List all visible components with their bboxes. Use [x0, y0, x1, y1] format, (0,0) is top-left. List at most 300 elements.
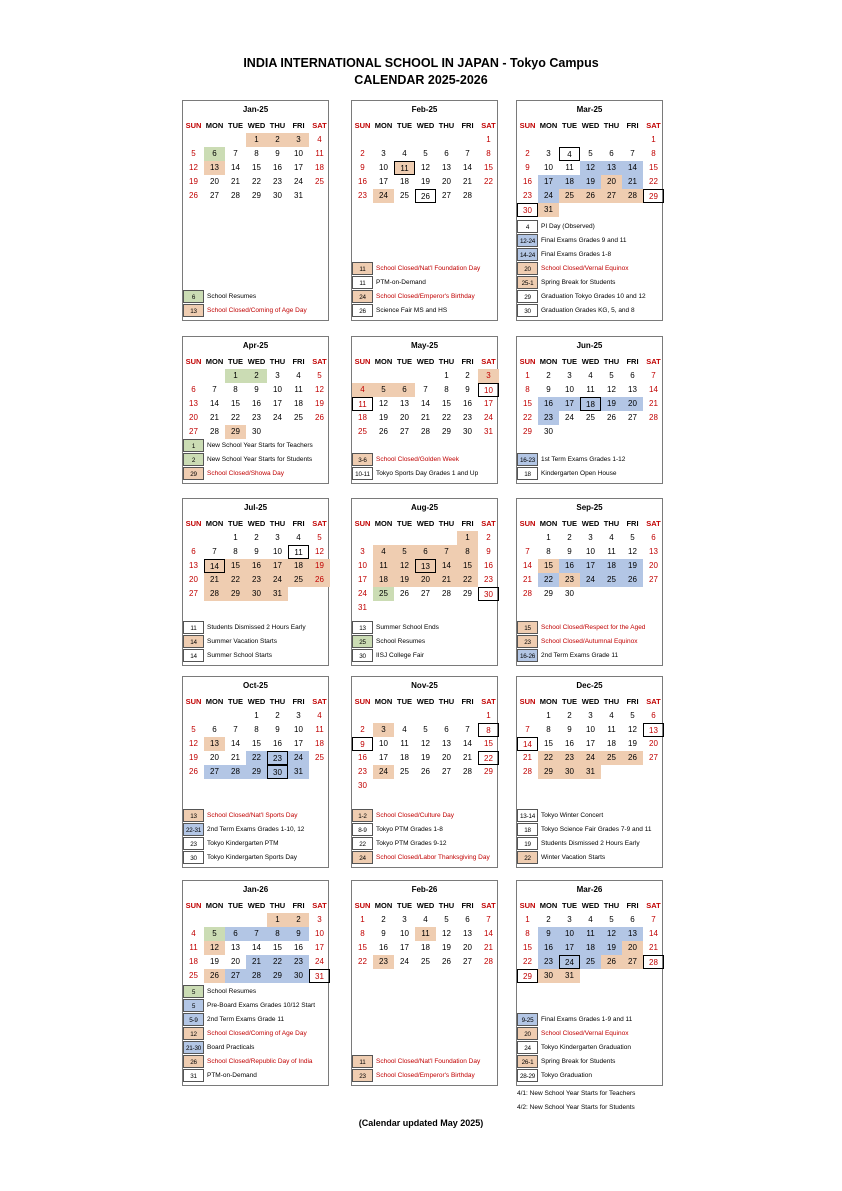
legend-item	[183, 1069, 328, 1082]
day-cell: 30	[288, 969, 309, 983]
day-cell: 30	[544, 427, 553, 436]
weekday-header: MON	[374, 697, 393, 706]
weekday-header: TUE	[562, 697, 577, 706]
month-title: Jun-25	[576, 341, 603, 350]
day-cell: 6	[204, 147, 225, 161]
day-cell: 24	[358, 589, 367, 598]
day-cell: 17	[379, 177, 388, 186]
day-cell: 21	[523, 753, 532, 762]
legend-item	[517, 453, 662, 466]
day-cell: 11	[352, 397, 373, 411]
day-cell: 20	[189, 575, 198, 584]
day-cell: 4	[296, 533, 301, 542]
legend-code: 18	[517, 467, 538, 480]
legend-item	[352, 649, 497, 662]
legend-item	[517, 1027, 662, 1040]
legend-text: School Closed/Golden Week	[376, 456, 459, 463]
day-cell: 26	[607, 413, 616, 422]
day-cell: 24	[559, 955, 580, 969]
day-cell: 5	[609, 371, 614, 380]
day-cell: 9	[275, 725, 280, 734]
day-cell: 12	[421, 163, 430, 172]
day-cell: 31	[358, 603, 367, 612]
day-cell: 3	[360, 547, 365, 556]
legend-code: 28-29	[517, 1069, 538, 1082]
month-panel	[182, 100, 329, 321]
day-cell: 7	[436, 545, 457, 559]
day-cell: 20	[622, 941, 643, 955]
day-cell: 28	[463, 767, 472, 776]
day-cell: 23	[538, 411, 559, 425]
weekday-header: THU	[269, 357, 286, 366]
legend-text: School Closed/Nat'l Sports Day	[207, 812, 298, 819]
legend-code: 6	[183, 290, 204, 303]
day-cell: 4	[588, 371, 593, 380]
weekday-header: MON	[539, 519, 558, 528]
day-cell: 23	[246, 573, 267, 587]
legend-code: 26	[183, 1055, 204, 1068]
month-title: Mar-25	[576, 105, 603, 114]
weekday-header: SUN	[519, 901, 536, 910]
day-cell: 16	[273, 739, 282, 748]
legend-code: 16-23	[517, 453, 538, 466]
note-students: 4/2: New School Year Starts for Students	[517, 1104, 635, 1111]
day-cell: 28	[484, 957, 493, 966]
weekday-header: SAT	[481, 121, 496, 130]
day-cell: 14	[523, 561, 532, 570]
day-cell: 1	[651, 135, 656, 144]
legend-code: 12	[183, 1027, 204, 1040]
day-cell: 7	[525, 547, 530, 556]
day-cell: 1	[233, 533, 238, 542]
legend-code: 26	[352, 304, 373, 317]
day-cell: 1	[486, 711, 491, 720]
day-cell: 25	[586, 413, 595, 422]
day-cell: 29	[463, 589, 472, 598]
day-cell: 18	[400, 177, 409, 186]
legend-item	[183, 621, 328, 634]
day-cell: 20	[649, 739, 658, 748]
day-cell: 29	[252, 191, 261, 200]
legend-text: Final Exams Grades 1-9 and 11	[541, 1016, 633, 1023]
legend-code: 22	[517, 851, 538, 864]
legend-text: Spring Break for Students	[541, 1058, 616, 1065]
day-cell: 22	[523, 957, 532, 966]
day-cell: 22	[252, 177, 261, 186]
day-cell: 29	[523, 427, 532, 436]
day-cell: 24	[373, 189, 394, 203]
day-cell: 3	[546, 149, 551, 158]
legend-text: Tokyo Graduation	[541, 1072, 592, 1079]
day-cell: 27	[189, 427, 198, 436]
day-cell: 6	[225, 927, 246, 941]
weekday-header: TUE	[397, 901, 412, 910]
legend-code: 15	[517, 621, 538, 634]
legend-text: School Closed/Emperor's Birthday	[376, 293, 475, 300]
day-cell: 29	[225, 425, 246, 439]
weekday-header: SUN	[185, 519, 202, 528]
day-cell: 2	[246, 369, 267, 383]
day-cell: 14	[231, 163, 240, 172]
month-panel	[182, 676, 329, 868]
legend-text: Tokyo Kindergarten Graduation	[541, 1044, 631, 1051]
legend-code: 24	[352, 290, 373, 303]
weekday-header: SUN	[519, 697, 536, 706]
day-cell: 26	[442, 957, 451, 966]
day-cell: 15	[523, 943, 532, 952]
day-cell: 9	[360, 163, 365, 172]
day-cell: 31	[267, 587, 288, 601]
legend-text: School Closed/Nat'l Foundation Day	[376, 1058, 481, 1065]
day-cell: 6	[444, 149, 449, 158]
legend-text: Spring Break for Students	[541, 279, 616, 286]
legend-code: 3-6	[352, 453, 373, 466]
day-cell: 4	[609, 711, 614, 720]
day-cell: 8	[525, 385, 530, 394]
weekday-header: FRI	[461, 357, 474, 366]
weekday-header: WED	[247, 901, 266, 910]
legend-code: 26-1	[517, 1055, 538, 1068]
day-cell: 12	[189, 739, 198, 748]
weekday-header: THU	[438, 357, 455, 366]
legend-text: Students Dismissed 2 Hours Early	[541, 840, 640, 847]
legend-code: 13	[183, 304, 204, 317]
day-cell: 26	[622, 573, 643, 587]
day-cell: 1	[225, 369, 246, 383]
weekday-header: TUE	[228, 121, 243, 130]
day-cell: 21	[231, 753, 240, 762]
day-cell: 6	[651, 711, 656, 720]
day-cell: 20	[622, 397, 643, 411]
legend-item	[517, 290, 662, 303]
day-cell: 10	[273, 385, 282, 394]
weekday-header: SUN	[185, 357, 202, 366]
day-cell: 25	[189, 971, 198, 980]
month-title: Jul-25	[243, 503, 268, 512]
weekday-header: MON	[205, 519, 224, 528]
month-title: Oct-25	[243, 681, 268, 690]
day-cell: 13	[189, 399, 198, 408]
legend-item	[352, 635, 497, 648]
day-cell: 22	[231, 413, 240, 422]
legend-text: School Closed/Showa Day	[207, 470, 284, 477]
day-cell: 3	[373, 723, 394, 737]
day-cell: 2	[360, 149, 365, 158]
day-cell: 29	[544, 589, 553, 598]
day-cell: 10	[559, 927, 580, 941]
day-cell: 26	[580, 189, 601, 203]
legend-code: 8-9	[352, 823, 373, 836]
day-cell: 23	[358, 191, 367, 200]
month-panel	[516, 880, 663, 1086]
day-cell: 18	[189, 957, 198, 966]
day-cell: 19	[309, 559, 330, 573]
day-cell: 27	[189, 589, 198, 598]
day-cell: 27	[601, 189, 622, 203]
day-cell: 5	[444, 915, 449, 924]
day-cell: 16	[358, 753, 367, 762]
day-cell: 25	[400, 767, 409, 776]
day-cell: 4	[423, 915, 428, 924]
day-cell: 28	[643, 955, 664, 969]
day-cell: 30	[246, 587, 267, 601]
weekday-header: THU	[438, 901, 455, 910]
day-cell: 21	[436, 573, 457, 587]
day-cell: 14	[463, 163, 472, 172]
legend-text: Pre-Board Exams Grades 10/12 Start	[207, 1002, 316, 1009]
day-cell: 5	[191, 725, 196, 734]
weekday-header: TUE	[562, 519, 577, 528]
weekday-header: TUE	[397, 357, 412, 366]
day-cell: 17	[559, 397, 580, 411]
legend-item	[517, 276, 662, 289]
weekday-header: SAT	[481, 519, 496, 528]
legend-code: 23	[183, 837, 204, 850]
month-title: Aug-25	[410, 503, 439, 512]
day-cell: 3	[288, 133, 309, 147]
legend-item	[183, 837, 328, 850]
day-cell: 2	[546, 915, 551, 924]
legend-code: 30	[352, 649, 373, 662]
day-cell: 14	[421, 399, 430, 408]
day-cell: 19	[421, 177, 430, 186]
day-cell: 23	[484, 575, 493, 584]
day-cell: 22	[225, 573, 246, 587]
day-cell: 28	[523, 589, 532, 598]
day-cell: 2	[288, 913, 309, 927]
day-cell: 10	[294, 725, 303, 734]
day-cell: 8	[546, 725, 551, 734]
legend-text: Tokyo Science Fair Grades 7-9 and 11	[541, 826, 652, 833]
day-cell: 19	[580, 175, 601, 189]
day-cell: 6	[415, 545, 436, 559]
day-cell: 17	[586, 739, 595, 748]
month-panel	[516, 100, 663, 321]
day-cell: 25	[421, 957, 430, 966]
page-title: INDIA INTERNATIONAL SCHOOL IN JAPAN - Tokyo Campus	[243, 56, 599, 70]
month-panel	[351, 498, 498, 666]
day-cell: 5	[373, 383, 394, 397]
legend-text: Graduation Grades KG, 5, and 8	[541, 307, 635, 314]
day-cell: 21	[210, 413, 219, 422]
day-cell: 31	[559, 969, 580, 983]
weekday-header: FRI	[626, 121, 639, 130]
day-cell: 27	[400, 427, 409, 436]
weekday-header: SUN	[354, 901, 371, 910]
weekday-header: SUN	[354, 697, 371, 706]
weekday-header: FRI	[626, 519, 639, 528]
legend-item	[352, 851, 497, 864]
legend-text: School Closed/Respect for the Aged	[541, 624, 646, 631]
day-cell: 1	[525, 371, 530, 380]
day-cell: 17	[267, 559, 288, 573]
day-cell: 3	[478, 369, 499, 383]
day-cell: 8	[546, 547, 551, 556]
day-cell: 30	[565, 589, 574, 598]
legend-code: 24	[517, 1041, 538, 1054]
legend-code: 13	[183, 809, 204, 822]
day-cell: 18	[373, 573, 394, 587]
legend-text: Graduation Tokyo Grades 10 and 12	[541, 293, 646, 300]
day-cell: 29	[225, 587, 246, 601]
day-cell: 20	[463, 943, 472, 952]
day-cell: 26	[421, 767, 430, 776]
day-cell: 8	[254, 725, 259, 734]
legend-code: 20	[517, 1027, 538, 1040]
day-cell: 6	[191, 385, 196, 394]
day-cell: 31	[288, 765, 309, 779]
day-cell: 29	[267, 969, 288, 983]
day-cell: 17	[484, 399, 493, 408]
day-cell: 19	[189, 177, 198, 186]
day-cell: 23	[463, 413, 472, 422]
legend-code: 5	[183, 999, 204, 1012]
weekday-header: THU	[269, 901, 286, 910]
legend-item	[352, 453, 497, 466]
day-cell: 13	[643, 723, 664, 737]
day-cell: 11	[586, 385, 595, 394]
weekday-header: SUN	[519, 121, 536, 130]
legend-item	[183, 999, 328, 1012]
legend-text: 2nd Term Exams Grades 1-10, 12	[207, 826, 305, 833]
day-cell: 21	[231, 177, 240, 186]
legend-item	[352, 290, 497, 303]
weekday-header: THU	[438, 697, 455, 706]
day-cell: 16	[252, 399, 261, 408]
day-cell: 26	[204, 969, 225, 983]
day-cell: 25	[373, 587, 394, 601]
weekday-header: MON	[205, 697, 224, 706]
day-cell: 10	[478, 383, 499, 397]
weekday-header: FRI	[292, 697, 305, 706]
day-cell: 17	[294, 163, 303, 172]
legend-text: Tokyo Kindergarten PTM	[207, 840, 279, 847]
day-cell: 23	[267, 751, 288, 765]
day-cell: 6	[609, 149, 614, 158]
day-cell: 31	[309, 969, 330, 983]
day-cell: 18	[421, 943, 430, 952]
day-cell: 23	[559, 751, 580, 765]
legend-item	[183, 635, 328, 648]
day-cell: 7	[630, 149, 635, 158]
day-cell: 19	[210, 957, 219, 966]
day-cell: 24	[373, 765, 394, 779]
day-cell: 18	[288, 559, 309, 573]
day-cell: 7	[212, 547, 217, 556]
day-cell: 15	[484, 739, 493, 748]
weekday-header: WED	[581, 357, 600, 366]
day-cell: 17	[273, 399, 282, 408]
day-cell: 11	[394, 161, 415, 175]
weekday-header: WED	[416, 121, 435, 130]
day-cell: 23	[373, 955, 394, 969]
day-cell: 8	[478, 723, 499, 737]
day-cell: 24	[538, 189, 559, 203]
day-cell: 21	[649, 943, 658, 952]
legend-code: 18	[517, 823, 538, 836]
day-cell: 28	[442, 589, 451, 598]
day-cell: 2	[254, 533, 259, 542]
day-cell: 27	[463, 957, 472, 966]
legend-item	[517, 621, 662, 634]
day-cell: 9	[546, 385, 551, 394]
weekday-header: MON	[374, 901, 393, 910]
day-cell: 10	[400, 929, 409, 938]
weekday-header: THU	[269, 121, 286, 130]
day-cell: 18	[601, 559, 622, 573]
day-cell: 9	[567, 725, 572, 734]
legend-text: School Closed/Labor Thanksgiving Day	[376, 854, 490, 861]
day-cell: 2	[525, 149, 530, 158]
day-cell: 16	[379, 943, 388, 952]
day-cell: 30	[267, 765, 288, 779]
day-cell: 1	[444, 371, 449, 380]
legend-code: 31	[183, 1069, 204, 1082]
day-cell: 20	[400, 413, 409, 422]
legend-item	[183, 809, 328, 822]
day-cell: 21	[523, 575, 532, 584]
day-cell: 23	[559, 573, 580, 587]
day-cell: 22	[538, 751, 559, 765]
note-teachers: 4/1: New School Year Starts for Teachers	[517, 1090, 636, 1097]
day-cell: 6	[630, 915, 635, 924]
day-cell: 19	[442, 943, 451, 952]
day-cell: 24	[315, 957, 324, 966]
legend-item	[352, 823, 497, 836]
weekday-header: SAT	[312, 519, 327, 528]
weekday-header: MON	[205, 121, 224, 130]
day-cell: 24	[565, 413, 574, 422]
month-panel	[351, 336, 498, 484]
legend-text: IISJ College Fair	[376, 652, 425, 659]
weekday-header: FRI	[461, 121, 474, 130]
day-cell: 26	[189, 767, 198, 776]
day-cell: 5	[630, 711, 635, 720]
day-cell: 18	[358, 413, 367, 422]
day-cell: 23	[288, 955, 309, 969]
day-cell: 16	[559, 559, 580, 573]
month-title: Mar-26	[576, 885, 603, 894]
legend-text: PI Day (Observed)	[541, 223, 595, 230]
day-cell: 3	[275, 533, 280, 542]
day-cell: 19	[622, 559, 643, 573]
day-cell: 3	[317, 915, 322, 924]
day-cell: 21	[622, 175, 643, 189]
legend-item	[183, 453, 328, 466]
day-cell: 13	[415, 559, 436, 573]
day-cell: 10	[544, 163, 553, 172]
legend-item	[352, 1055, 497, 1068]
day-cell: 1	[457, 531, 478, 545]
day-cell: 8	[457, 545, 478, 559]
day-cell: 28	[246, 969, 267, 983]
weekday-header: SAT	[481, 697, 496, 706]
day-cell: 16	[484, 561, 493, 570]
day-cell: 29	[538, 765, 559, 779]
legend-item	[183, 649, 328, 662]
day-cell: 9	[254, 547, 259, 556]
weekday-header: WED	[581, 901, 600, 910]
day-cell: 2	[546, 371, 551, 380]
weekday-header: WED	[581, 519, 600, 528]
day-cell: 13	[649, 547, 658, 556]
legend-text: School Resumes	[207, 988, 257, 995]
month-title: Apr-25	[242, 341, 269, 350]
day-cell: 25	[315, 177, 324, 186]
day-cell: 14	[484, 929, 493, 938]
day-cell: 15	[225, 559, 246, 573]
legend-code: 1-2	[352, 809, 373, 822]
